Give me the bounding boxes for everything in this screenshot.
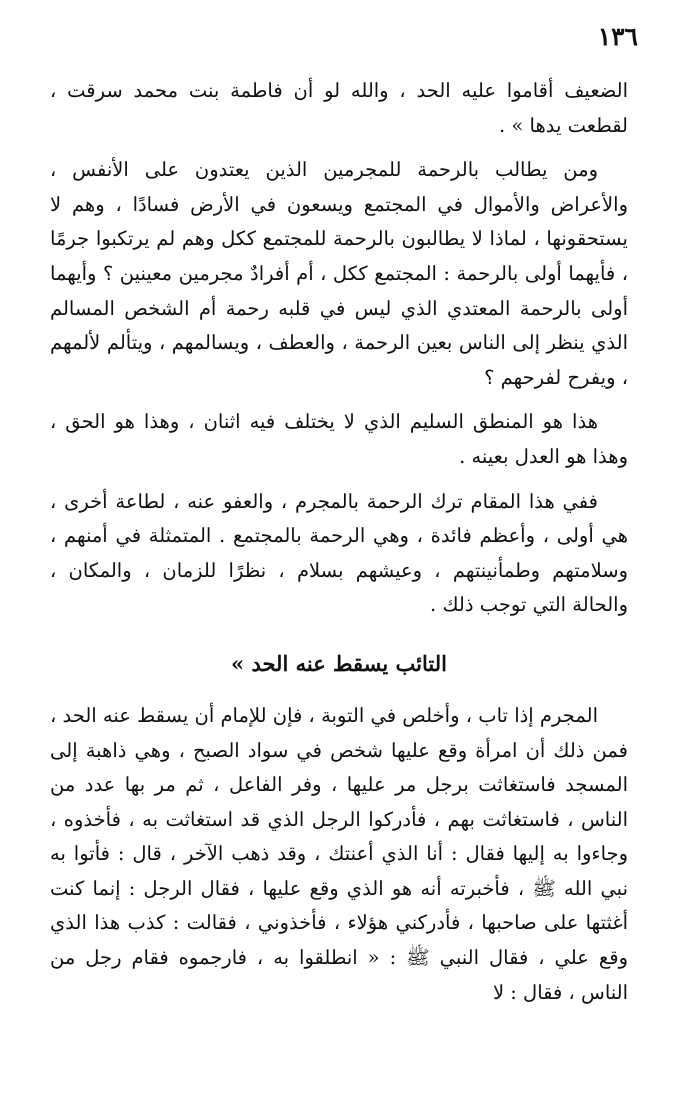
paragraph-mercy-for-criminals: ومن يطالب بالرحمة للمجرمين الذين يعتدون على الأنفس ، والأعراض والأموال في المجتمع ويسعون في الأرض فسادًا ، وهم لا يستحقونها ، لماذا لا يطالبون بالرحمة للمجتمع ككل وهم لم يرتكبوا جرمًا ، فأيهما أولى بالرحمة : المجتمع ككل ، أم أفرادٌ مجرمين معينين ؟ وأيهما أولى بالرحمة المعتدي الذي ليس في قلبه رحمة أم الشخص المسالم الذي ينظر إلى الناس بعين الرحمة ، والعطف ، ويسالمهم ، ويتألم لألمهم ، ويفرح لفرحهم ؟ — [50, 158, 628, 389]
paragraph-repentant-criminal: المجرم إذا تاب ، وأخلص في التوبة ، فإن للإمام أن يسقط عنه الحد ، فمن ذلك أن امرأة وقع عليها شخص في سواد الصبح ، وهي ذاهبة إلى المسجد فاستغاثت برجل مر عليها ، وفر الفاعل ، ثم مر بها عدد من الناس ، فاستغاثت بهم ، فأدركوا الرجل الذي قد استغاثت به ، فأخذوه ، وجاءوا به إليها فقال : أنا الذي أعنتك ، وقد ذهب الآخر ، قال : فأتوا به نبي الله ﷺ ، فأخبرته أنه هو الذي وقع عليها ، فقال الرجل : إنما كنت أغثتها على صاحبها ، فأدركني هؤلاء ، فأخذوني ، فقالت : كذب هذا الذي وقع علي ، فقال النبي ﷺ : « انطلقوا به ، فارجموه فقام رجل من الناس ، فقال : لا — [50, 703, 628, 1004]
paragraph-continuation: الضعيف أقاموا عليه الحد ، والله لو أن فاطمة بنت محمد سرقت ، لقطعت يدها » . — [50, 79, 628, 137]
page-number: ١٣٦ — [597, 22, 638, 51]
section-heading: التائب يسقط عنه الحد » — [231, 650, 447, 676]
paragraph-sound-logic: هذا هو المنطق السليم الذي لا يختلف فيه اثنان ، وهذا هو الحق ، وهذا هو العدل بعينه . — [50, 410, 628, 468]
paragraph-mercy-for-society: ففي هذا المقام ترك الرحمة بالمجرم ، والعفو عنه ، لطاعة أخرى ، هي أولى ، وأعظم فائدة ، وهي الرحمة بالمجتمع . المتمثلة في أمنهم ، وسلامتهم وطمأنينتهم ، وعيشهم بسلام ، نظرًا للزمان ، والمكان ، والحالة التي توجب ذلك . — [50, 489, 628, 617]
body-text — [50, 74, 628, 1010]
